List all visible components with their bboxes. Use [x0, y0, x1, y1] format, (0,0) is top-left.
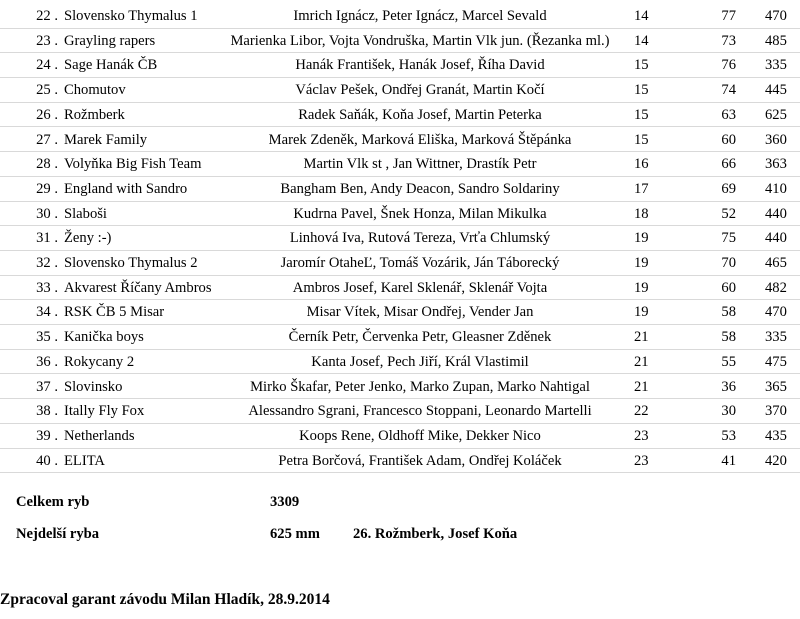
- rank-cell: 38 .: [36, 403, 58, 420]
- value-c: 435: [765, 427, 787, 444]
- team-members: Mirko Škafar, Peter Jenko, Marko Zupan, Marko Nahtigal: [250, 378, 590, 395]
- table-row: [0, 325, 800, 350]
- team-name: Rokycany 2: [64, 353, 135, 370]
- rank-cell: 34 .: [36, 304, 58, 321]
- value-a: 15: [634, 82, 649, 99]
- value-b: 77: [721, 8, 736, 24]
- table-row: [0, 53, 800, 78]
- team-name: Sage Hanák ČB: [64, 57, 158, 74]
- value-a: 19: [634, 304, 649, 321]
- rank-cell: 32 .: [36, 255, 58, 271]
- table-row: [0, 4, 800, 29]
- team-name: Netherlands: [64, 427, 135, 444]
- table-row: [0, 103, 800, 128]
- value-b: 75: [721, 230, 736, 247]
- team-members: Alessandro Sgrani, Francesco Stoppani, Leonardo Martelli: [248, 403, 592, 420]
- rank-cell: 40 .: [36, 452, 58, 469]
- value-c: 485: [765, 32, 787, 49]
- rank-cell: 37 .: [36, 378, 58, 395]
- value-c: 410: [765, 180, 787, 197]
- total-fish-label: Celkem ryb: [16, 494, 90, 510]
- team-members: Radek Saňák, Koňa Josef, Martin Peterka: [298, 106, 542, 123]
- value-b: 70: [721, 255, 736, 271]
- value-b: 41: [721, 452, 736, 469]
- value-a: 23: [634, 427, 649, 444]
- team-members: Marienka Libor, Vojta Vondruška, Martin Vlk jun. (Řezanka ml.): [230, 32, 610, 49]
- value-c: 470: [765, 8, 787, 24]
- value-c: 440: [765, 230, 787, 247]
- value-b: 36: [721, 378, 736, 395]
- table-row: [0, 78, 800, 103]
- team-members: Václav Pešek, Ondřej Granát, Martin Kočí: [295, 82, 545, 99]
- team-members: Bangham Ben, Andy Deacon, Sandro Soldariny: [280, 180, 560, 197]
- value-c: 470: [765, 304, 787, 321]
- total-fish-value: 3309: [270, 494, 300, 510]
- table-row: [0, 350, 800, 375]
- team-members: Linhová Iva, Rutová Tereza, Vrťa Chlumský: [289, 230, 551, 247]
- value-b: 60: [721, 279, 736, 296]
- table-row: [0, 152, 800, 177]
- rank-cell: 39 .: [36, 427, 58, 444]
- team-members: Černík Petr, Červenka Petr, Gleasner Zděnek: [288, 329, 552, 346]
- team-members: Martin Vlk st , Jan Wittner, Drastík Petr: [303, 156, 537, 173]
- rank-cell: 31 .: [36, 230, 58, 247]
- value-c: 335: [765, 329, 787, 346]
- value-b: 74: [721, 82, 736, 99]
- team-members: Koops Rene, Oldhoff Mike, Dekker Nico: [299, 427, 541, 444]
- team-name: Slovensko Thymalus 1: [64, 8, 198, 24]
- value-c: 335: [765, 57, 787, 74]
- table-row: [0, 375, 800, 400]
- team-members: Kudrna Pavel, Šnek Honza, Milan Mikulka: [293, 205, 547, 222]
- team-name: Slovinsko: [64, 378, 123, 395]
- rank-cell: 27 .: [36, 131, 58, 148]
- table-row: [0, 128, 800, 153]
- table-row: [0, 424, 800, 449]
- team-name: Grayling rapers: [64, 32, 156, 49]
- value-b: 58: [721, 304, 736, 321]
- rank-cell: 35 .: [36, 329, 58, 346]
- rank-cell: 26 .: [36, 106, 58, 123]
- value-b: 55: [721, 353, 736, 370]
- value-b: 60: [721, 131, 736, 148]
- team-members: Kanta Josef, Pech Jiří, Král Vlastimil: [311, 353, 529, 370]
- longest-fish-value: 625 mm: [270, 526, 320, 542]
- value-b: 53: [721, 427, 736, 444]
- value-b: 52: [721, 205, 736, 222]
- value-c: 465: [765, 255, 787, 271]
- table-row: [0, 251, 800, 276]
- value-c: 475: [765, 353, 787, 370]
- table-row: [0, 29, 800, 54]
- team-name: Slovensko Thymalus 2: [64, 255, 198, 271]
- value-a: 21: [634, 353, 649, 370]
- value-c: 625: [765, 106, 787, 123]
- value-a: 15: [634, 131, 649, 148]
- rank-cell: 28 .: [36, 156, 58, 173]
- value-a: 15: [634, 106, 649, 123]
- rank-cell: 29 .: [36, 180, 58, 197]
- value-a: 19: [634, 279, 649, 296]
- team-name: Chomutov: [64, 82, 126, 99]
- team-members: Ambros Josef, Karel Sklenář, Sklenář Vojta: [292, 279, 548, 296]
- value-a: 21: [634, 329, 649, 346]
- value-a: 19: [634, 255, 649, 271]
- value-c: 482: [765, 279, 787, 296]
- rank-cell: 23 .: [36, 32, 58, 49]
- value-a: 14: [634, 32, 649, 49]
- rank-cell: 22 .: [36, 8, 58, 24]
- rank-cell: 25 .: [36, 82, 58, 99]
- rank-cell: 30 .: [36, 205, 58, 222]
- rank-cell: 33 .: [36, 279, 58, 296]
- team-members: Imrich Ignácz, Peter Ignácz, Marcel Sevald: [293, 8, 547, 24]
- value-c: 440: [765, 205, 787, 222]
- value-a: 14: [634, 8, 649, 24]
- team-name: Itally Fly Fox: [64, 403, 145, 420]
- team-name: ELITA: [64, 452, 105, 469]
- table-row: [0, 226, 800, 251]
- team-name: Akvarest Říčany Ambros: [64, 279, 212, 296]
- longest-fish-detail: 26. Rožmberk, Josef Koňa: [353, 526, 518, 542]
- team-name: Ženy :-): [64, 230, 112, 247]
- table-row: [0, 399, 800, 424]
- value-b: 69: [721, 180, 736, 197]
- value-c: 445: [765, 82, 787, 99]
- team-members: Petra Borčová, František Adam, Ondřej Koláček: [278, 452, 562, 469]
- team-name: RSK ČB 5 Misar: [64, 304, 165, 321]
- team-name: Slaboši: [64, 205, 107, 222]
- team-name: England with Sandro: [64, 180, 188, 197]
- value-a: 21: [634, 378, 649, 395]
- value-a: 23: [634, 452, 649, 469]
- longest-fish-label: Nejdelší ryba: [16, 526, 100, 542]
- value-b: 66: [721, 156, 736, 173]
- value-b: 73: [721, 32, 736, 49]
- table-row: [0, 449, 800, 474]
- value-a: 19: [634, 230, 649, 247]
- value-b: 58: [721, 329, 736, 346]
- team-members: Marek Zdeněk, Marková Eliška, Marková Štěpánka: [268, 131, 572, 148]
- rank-cell: 36 .: [36, 353, 58, 370]
- value-c: 360: [765, 131, 787, 148]
- value-a: 16: [634, 156, 649, 173]
- table-row: [0, 276, 800, 301]
- value-b: 30: [721, 403, 736, 420]
- value-a: 17: [634, 180, 649, 197]
- table-row: [0, 177, 800, 202]
- value-b: 76: [721, 57, 736, 74]
- team-name: Rožmberk: [64, 106, 125, 123]
- value-a: 18: [634, 205, 649, 222]
- value-c: 370: [765, 403, 787, 420]
- team-members: Misar Vítek, Misar Ondřej, Vender Jan: [306, 304, 534, 321]
- value-c: 365: [765, 378, 787, 395]
- team-name: Marek Family: [64, 131, 148, 148]
- team-members: Jaromír OtaheĽ, Tomáš Vozárik, Ján Táborecký: [280, 255, 560, 271]
- table-row: [0, 300, 800, 325]
- table-row: [0, 202, 800, 227]
- value-a: 15: [634, 57, 649, 74]
- team-name: Kanička boys: [64, 329, 144, 346]
- value-a: 22: [634, 403, 649, 420]
- footer-note: Zpracoval garant závodu Milan Hladík, 28.9.2014: [0, 591, 330, 608]
- team-name: Volyňka Big Fish Team: [64, 156, 202, 173]
- team-members: Hanák František, Hanák Josef, Říha David: [295, 57, 545, 74]
- value-c: 420: [765, 452, 787, 469]
- rank-cell: 24 .: [36, 57, 58, 74]
- value-c: 363: [765, 156, 787, 173]
- value-b: 63: [721, 106, 736, 123]
